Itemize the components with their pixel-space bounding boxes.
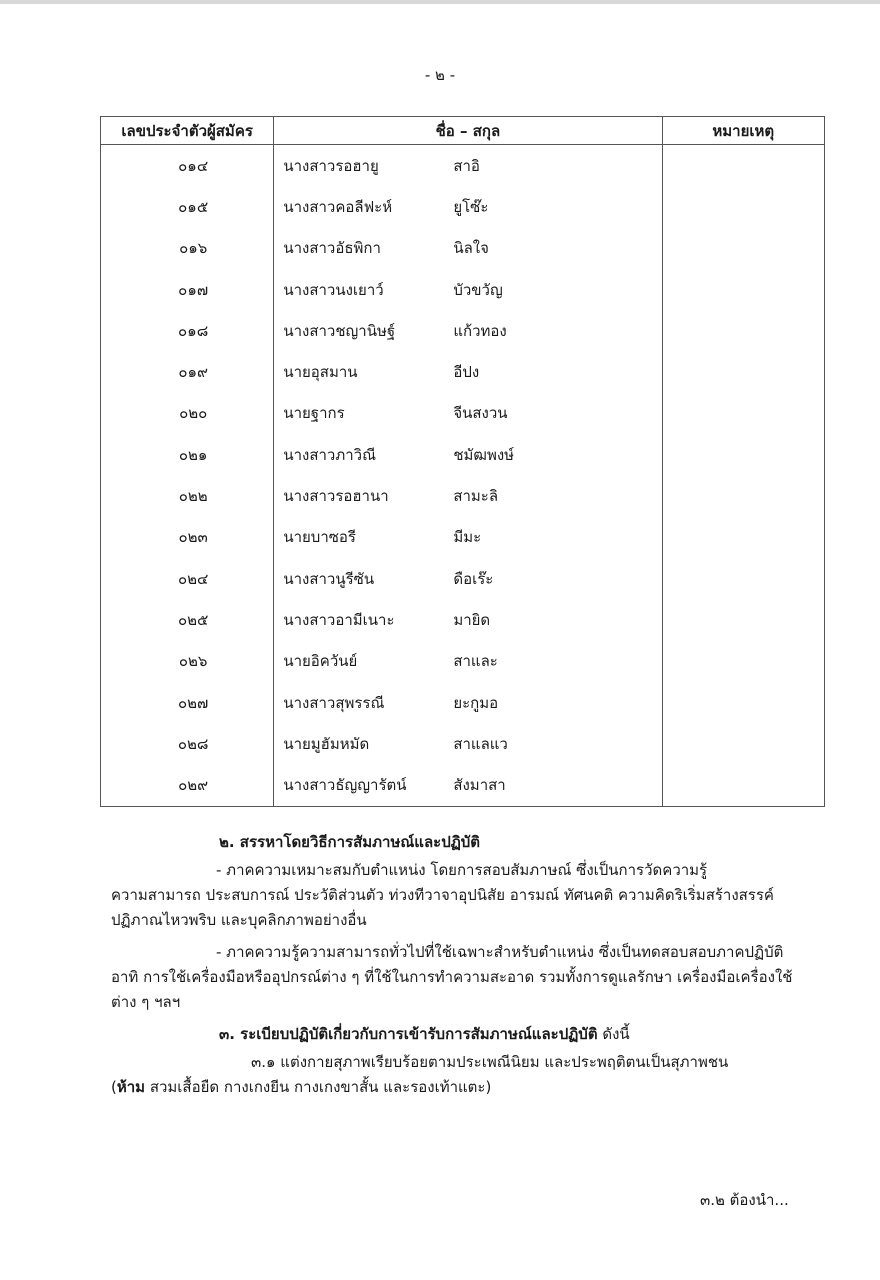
applicant-last-name: ชมัฒพงษ์ bbox=[453, 445, 515, 464]
section-2-paragraph-1 bbox=[111, 858, 811, 933]
name-wrap bbox=[274, 649, 661, 673]
table-row bbox=[101, 310, 825, 351]
section-3-heading-text: ๓. ระเบียบปฏิบัติเกี่ยวกับการเข้ารับการสัมภาษณ์และปฏิบัติ bbox=[219, 1025, 598, 1043]
applicant-id-cell bbox=[101, 599, 274, 640]
applicant-last-name: สาแลแว bbox=[453, 734, 508, 753]
table-row bbox=[101, 351, 825, 392]
top-edge-bar bbox=[0, 0, 880, 4]
applicant-id-cell bbox=[101, 434, 274, 475]
applicant-first-name: นางสาวนูรีซัน bbox=[283, 569, 375, 588]
name-wrap bbox=[274, 319, 661, 343]
section-2-heading: ๒. สรรหาโดยวิธีการสัมภาษณ์และปฏิบัติ bbox=[219, 833, 481, 851]
full-name-cell bbox=[274, 599, 662, 640]
table-body bbox=[101, 145, 825, 807]
full-name-cell bbox=[274, 145, 662, 187]
remarks-cell bbox=[662, 434, 825, 475]
applicant-first-name: นางสาวคอลีฟะห์ bbox=[283, 197, 393, 216]
name-wrap bbox=[274, 195, 661, 219]
section-3-heading bbox=[111, 1022, 880, 1047]
name-wrap bbox=[274, 443, 661, 467]
table-row bbox=[101, 682, 825, 723]
remarks-cell bbox=[662, 723, 825, 764]
full-name-cell bbox=[274, 186, 662, 227]
name-wrap bbox=[274, 773, 661, 797]
section-2-paragraph-2 bbox=[111, 940, 811, 1015]
applicant-first-name: นางสาวรอฮานา bbox=[283, 487, 389, 506]
applicant-last-name: สามะลิ bbox=[453, 487, 499, 506]
applicant-first-name: นายอุสมาน bbox=[283, 363, 358, 382]
paragraph-1-line-1: - ภาคความเหมาะสมกับตำแหน่ง โดยการสอบสัมภาษณ์ ซึ่งเป็นการวัดความรู้ bbox=[216, 861, 708, 879]
item-1-open-paren: ( bbox=[111, 1078, 117, 1096]
continuation-note: ๓.๒ ต้องนำ... bbox=[700, 1191, 789, 1209]
prohibited-label: ห้าม bbox=[116, 1078, 146, 1096]
applicant-id: ๐๑๘ bbox=[178, 321, 209, 340]
applicant-last-name: อีปง bbox=[453, 363, 480, 382]
applicant-id-cell bbox=[101, 723, 274, 764]
applicant-last-name: บัวขวัญ bbox=[453, 280, 503, 299]
name-wrap bbox=[274, 401, 661, 425]
full-name-cell bbox=[274, 764, 662, 806]
applicant-id-cell bbox=[101, 310, 274, 351]
applicant-id-cell bbox=[101, 269, 274, 310]
header-remarks: หมายเหตุ bbox=[662, 117, 825, 145]
name-wrap bbox=[274, 691, 661, 715]
applicant-id: ๐๑๕ bbox=[178, 197, 209, 216]
name-wrap bbox=[274, 525, 661, 549]
applicant-id: ๐๒๙ bbox=[178, 776, 209, 795]
remarks-cell bbox=[662, 186, 825, 227]
applicant-last-name: มีมะ bbox=[453, 528, 482, 547]
applicant-id-cell bbox=[101, 145, 274, 187]
table-row bbox=[101, 434, 825, 475]
name-wrap bbox=[274, 278, 661, 302]
applicant-last-name: มายิด bbox=[453, 610, 491, 629]
applicant-first-name: นางสาวอัธพิกา bbox=[283, 239, 381, 258]
applicant-first-name: นายบาซอรี bbox=[283, 528, 356, 547]
full-name-cell bbox=[274, 558, 662, 599]
applicant-first-name: นางสาวภาวิณี bbox=[283, 445, 376, 464]
applicant-last-name: สาและ bbox=[453, 652, 498, 671]
section-3-item-1 bbox=[111, 1050, 811, 1100]
applicant-id-cell bbox=[101, 351, 274, 392]
applicant-id-cell bbox=[101, 517, 274, 558]
applicant-first-name: นายมูฮัมหมัด bbox=[283, 734, 370, 753]
paragraph-2-line-3: ต่าง ๆ ฯลฯ bbox=[111, 993, 181, 1011]
applicant-first-name: นายฐากร bbox=[283, 404, 345, 423]
applicant-id: ๐๒๔ bbox=[177, 569, 209, 588]
remarks-cell bbox=[662, 310, 825, 351]
remarks-cell bbox=[662, 475, 825, 516]
table-row bbox=[101, 228, 825, 269]
table-row bbox=[101, 723, 825, 764]
remarks-cell bbox=[662, 641, 825, 682]
table-row bbox=[101, 517, 825, 558]
applicant-last-name: นิลใจ bbox=[453, 239, 489, 258]
table-row bbox=[101, 641, 825, 682]
remarks-cell bbox=[662, 228, 825, 269]
applicant-last-name: สังมาสา bbox=[453, 776, 506, 795]
paragraph-1-line-3: ปฏิภาณไหวพริบ และบุคลิกภาพอย่างอื่น bbox=[111, 911, 367, 929]
applicant-id: ๐๒๒ bbox=[178, 487, 208, 506]
applicant-first-name: นางสาวนงเยาว์ bbox=[283, 280, 384, 299]
table-header-row bbox=[101, 117, 825, 145]
full-name-cell bbox=[274, 269, 662, 310]
item-1-line-2 bbox=[111, 1075, 811, 1100]
table-row bbox=[101, 269, 825, 310]
full-name-cell bbox=[274, 641, 662, 682]
name-wrap bbox=[274, 360, 661, 384]
table-row bbox=[101, 145, 825, 187]
applicant-last-name: ยะกูมอ bbox=[453, 693, 499, 712]
applicant-id-cell bbox=[101, 228, 274, 269]
full-name-cell bbox=[274, 228, 662, 269]
name-wrap bbox=[274, 236, 661, 260]
applicant-last-name: สาอิ bbox=[453, 156, 480, 175]
remarks-cell bbox=[662, 393, 825, 434]
name-wrap bbox=[274, 567, 661, 591]
applicant-first-name: นางสาวสุพรรณี bbox=[283, 693, 385, 712]
full-name-cell bbox=[274, 517, 662, 558]
applicant-id-cell bbox=[101, 186, 274, 227]
name-wrap bbox=[274, 732, 661, 756]
applicant-id: ๐๑๙ bbox=[178, 363, 208, 382]
full-name-cell bbox=[274, 475, 662, 516]
applicant-last-name: ยูโซ๊ะ bbox=[453, 197, 489, 216]
applicant-id-cell bbox=[101, 682, 274, 723]
applicant-first-name: นายอิควันย์ bbox=[283, 652, 358, 671]
applicant-id: ๐๒๖ bbox=[178, 652, 208, 671]
item-1-line-1: ๓.๑ แต่งกายสุภาพเรียบร้อยตามประเพณีนิยม และประพฤติตนเป็นสุภาพชน bbox=[251, 1053, 729, 1071]
page-number: - ๒ - bbox=[424, 66, 456, 84]
name-wrap bbox=[274, 484, 661, 508]
remarks-cell bbox=[662, 269, 825, 310]
paragraph-1-line-2: ความสามารถ ประสบการณ์ ประวัติส่วนตัว ท่วงทีวาจาอุปนิสัย อารมณ์ ทัศนคติ ความคิดริเริ่มสร้างสรรค์ bbox=[111, 886, 774, 904]
applicant-id: ๐๒๕ bbox=[177, 610, 209, 629]
remarks-cell bbox=[662, 682, 825, 723]
remarks-cell bbox=[662, 145, 825, 187]
applicant-id: ๐๒๐ bbox=[179, 404, 208, 423]
full-name-cell bbox=[274, 310, 662, 351]
applicant-last-name: ดือเร๊ะ bbox=[453, 569, 494, 588]
applicant-id: ๐๒๑ bbox=[178, 445, 208, 464]
remarks-cell bbox=[662, 517, 825, 558]
full-name-cell bbox=[274, 393, 662, 434]
name-wrap bbox=[274, 154, 661, 178]
full-name-cell bbox=[274, 682, 662, 723]
table-row bbox=[101, 393, 825, 434]
remarks-cell bbox=[662, 599, 825, 640]
applicant-table bbox=[100, 116, 825, 807]
table-row bbox=[101, 475, 825, 516]
remarks-cell bbox=[662, 764, 825, 806]
paragraph-2-line-1: - ภาคความรู้ความสามารถทั่วไปที่ใช้เฉพาะสำหรับตำแหน่ง ซึ่งเป็นทดสอบสอบภาคปฏิบัติ bbox=[216, 943, 784, 961]
applicant-last-name: แก้วทอง bbox=[453, 321, 507, 340]
full-name-cell bbox=[274, 434, 662, 475]
full-name-cell bbox=[274, 351, 662, 392]
applicant-first-name: นางสาวชญานิษฐ์ bbox=[283, 321, 396, 340]
table-row bbox=[101, 764, 825, 806]
remarks-cell bbox=[662, 558, 825, 599]
header-applicant-id: เลขประจำตัวผู้สมัคร bbox=[101, 117, 274, 145]
table-row bbox=[101, 186, 825, 227]
table-row bbox=[101, 558, 825, 599]
paragraph-2-line-2: อาทิ การใช้เครื่องมือหรืออุปกรณ์ต่าง ๆ ที่ใช้ในการทำความสะอาด รวมทั้งการดูแลรักษา เครื่องมือเครื่องใช้ bbox=[111, 968, 793, 986]
applicant-id: ๐๑๗ bbox=[178, 280, 209, 299]
table-row bbox=[101, 599, 825, 640]
applicant-id-cell bbox=[101, 475, 274, 516]
applicant-first-name: นางสาวธัญญารัตน์ bbox=[283, 776, 407, 795]
applicant-id-cell bbox=[101, 558, 274, 599]
applicant-first-name: นางสาวรอฮายู bbox=[283, 156, 379, 175]
applicant-id: ๐๑๖ bbox=[179, 239, 208, 258]
applicant-id: ๐๑๔ bbox=[178, 156, 209, 175]
name-wrap bbox=[274, 608, 661, 632]
remarks-cell bbox=[662, 351, 825, 392]
applicant-first-name: นางสาวอามีเนาะ bbox=[283, 610, 395, 629]
item-1-prohibited-list: สวมเสื้อยืด กางเกงยีน กางเกงขาสั้น และรองเท้าแตะ) bbox=[145, 1078, 492, 1096]
applicant-id-cell bbox=[101, 764, 274, 806]
section-3-heading-tail: ดังนี้ bbox=[597, 1025, 630, 1043]
applicant-id: ๐๒๓ bbox=[178, 528, 208, 547]
applicant-id: ๐๒๘ bbox=[177, 734, 209, 753]
header-full-name: ชื่อ – สกุล bbox=[274, 117, 662, 145]
full-name-cell bbox=[274, 723, 662, 764]
applicant-last-name: จีนสงวน bbox=[453, 404, 508, 423]
applicant-id-cell bbox=[101, 641, 274, 682]
applicant-id-cell bbox=[101, 393, 274, 434]
applicant-id: ๐๒๗ bbox=[178, 693, 209, 712]
